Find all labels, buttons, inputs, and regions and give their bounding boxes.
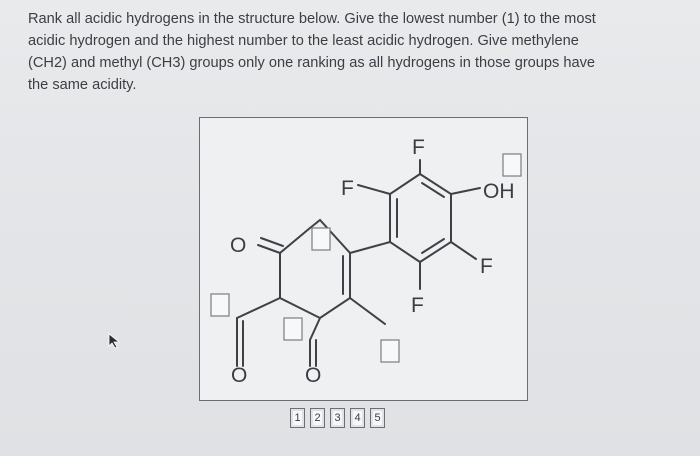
question-line-1: Rank all acidic hydrogens in the structure below. Give the lowest number (1) to the most [28,11,596,27]
question-line-2: acidic hydrogen and the highest number to the least acidic hydrogen. Give methylene [28,33,579,49]
question-text [28,8,678,96]
label-f-left: F [341,177,354,200]
rank-tile-1[interactable]: 1 [290,408,305,428]
label-o-ketone: O [230,234,247,257]
rank-tile-2[interactable]: 2 [310,408,325,428]
label-oh: OH [483,180,515,203]
structure-canvas [199,117,528,424]
aromatic-ring [390,174,451,262]
rank-tile-4[interactable]: 4 [350,408,365,428]
bond-to-f-left [358,185,390,194]
bond-side-chain [350,298,385,324]
drop-box-oh[interactable] [503,154,521,176]
bond-to-oh [451,188,480,194]
question-line-4: the same acidity. [28,77,137,93]
question-line-3: (CH2) and methyl (CH3) groups only one ranking as all hydrogens in those groups have [28,55,596,71]
label-o-ester-left: O [231,364,248,387]
bond-biaryl [350,242,390,253]
bond-ester-mid [310,318,320,340]
bond-ketone-2 [261,238,283,246]
bond-ester-left [237,298,280,318]
label-f-top: F [412,136,425,159]
molecule-structure [200,118,527,400]
drop-box-ester-mid-ch[interactable] [284,318,302,340]
mouse-cursor-icon [108,333,122,349]
label-f-bottom: F [411,294,424,317]
drop-box-side-chain[interactable] [381,340,399,362]
rank-tile-5[interactable]: 5 [370,408,385,428]
bond-ketone-1 [258,245,280,253]
rank-tile-row [290,408,385,428]
bond-to-f-right [451,242,476,259]
label-f-right: F [480,255,493,278]
aromatic-inner-bonds [397,183,444,253]
rank-tile-3[interactable]: 3 [330,408,345,428]
drop-box-ring-ch[interactable] [312,228,330,250]
label-o-ester-mid: O [305,364,322,387]
drop-box-ester-left-ch[interactable] [211,294,229,316]
